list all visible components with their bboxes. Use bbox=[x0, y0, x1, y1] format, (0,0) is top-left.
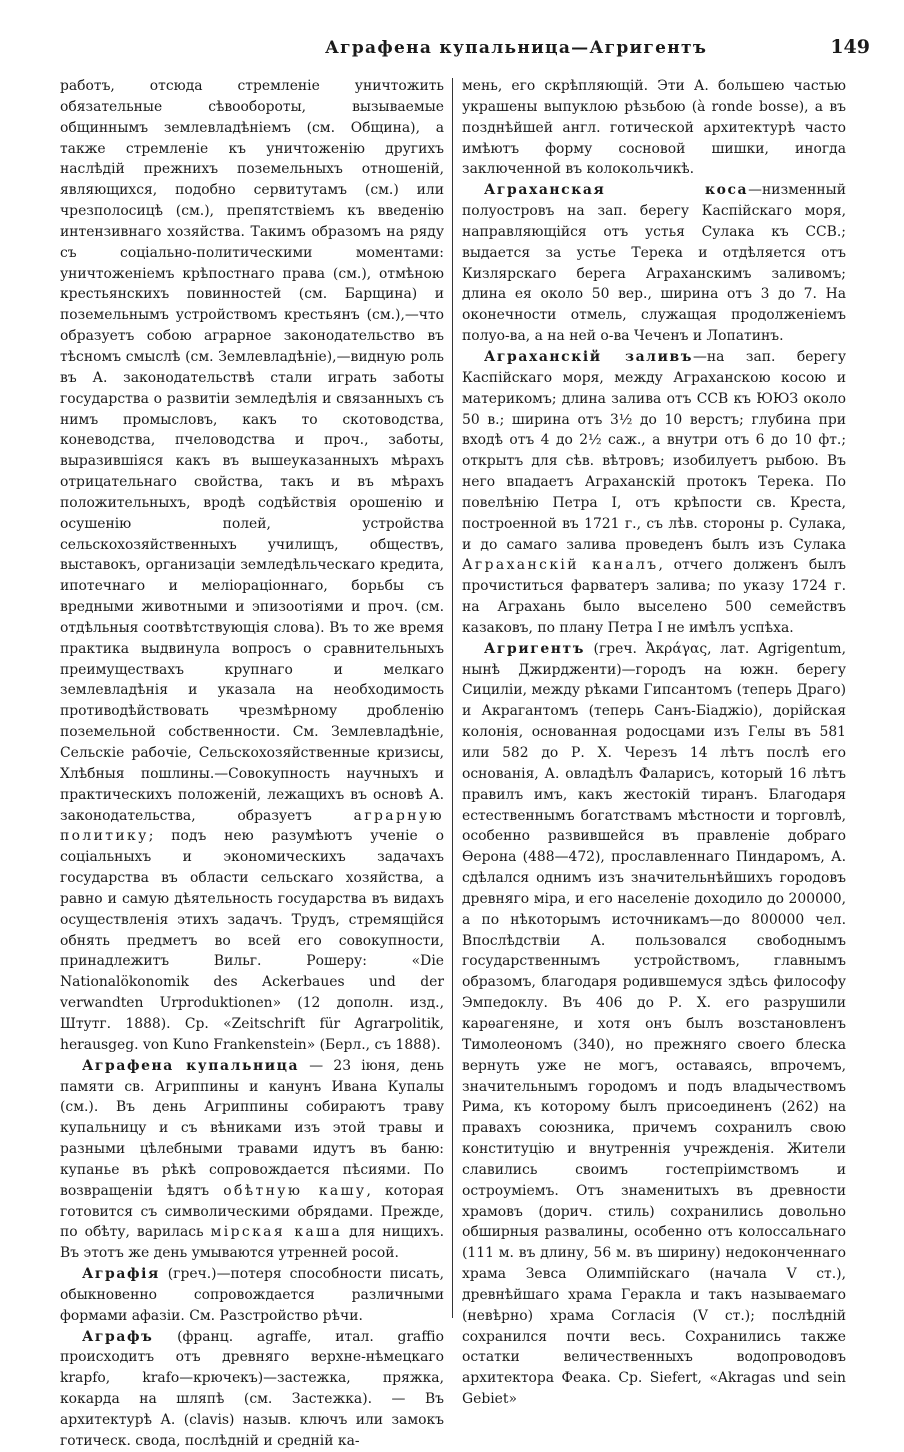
paragraph-text: (греч. Ἀκράγας, лат. Agrigentum, нынѣ Джирдженти)—городъ на южн. берегу Сициліи, между рѣками Гипсантомъ (теперь Драго) и Акрагантомъ (теперь Санъ-Біаджіо), дорійская колонія, основанная родосцами изъ Гелы въ 581 или 582 до Р. Х. Черезъ 14 лѣтъ послѣ его основанія, А. овладѣлъ Фаларисъ, который 16 лѣтъ правилъ имъ, какъ жестокій тиранъ. Благодаря естественнымъ богатствамъ мѣстности и торговлѣ, особенно развившейся въ правленіе добраго Ѳерона (488—472), прославленнаго Пиндаромъ, А. сдѣлался однимъ изъ значительнѣйшихъ городовъ древняго міра, и его населеніе доходило до 200000, а по нѣкоторымъ источникамъ—до 800000 чел. Впослѣдствіи А. пользовался свободнымъ государственнымъ устройствомъ, главнымъ образомъ, благодаря родившемуся здѣсь философу Эмпедоклу. Въ 406 до Р. Х. его разрушили карѳагеняне, и хотя онъ былъ возстановленъ Тимолеономъ (340), но прежняго своего блеска вернуть уже не могъ, оставаясь, впрочемъ, значительнымъ городомъ и подъ владычествомъ Рима, къ которому былъ присоединенъ (262) на правахъ союзника, причемъ сохранилъ свою конституцію и внутреннія учрежденія. Жители славились своимъ гостепріимствомъ и остроуміемъ. Отъ знаменитыхъ въ древности храмовъ (дорич. стиль) сохранились довольно обширныя развалины, особенно отъ колоссальнаго (111 м. въ длину, 56 м. въ ширину) недоконченнаго храма Зевса Олимпійскаго (начала V ст.), древнѣйшаго храма Геракла и такъ называемаго (невѣрно) храма Согласія (V ст.); послѣдній сохранился почти весь. Сохранились также остатки величественныхъ водопроводовъ архитектора Феака. Ср. Siefert, «Akragas und sein Gebiet» bbox=[462, 640, 846, 1408]
paragraph-text: (франц. agraffe, итал. graffio происходитъ отъ древняго верхне-нѣмецкаго krapfo, krafo—крючекъ)—застежка, пряжка, кокарда на шляпѣ (см. Застежка). — Въ архитектурѣ А. (clavis) назыв. ключъ или замокъ готическ. свода, послѣдній и средній ка- bbox=[60, 1328, 444, 1449]
entry-agrafia bbox=[60, 1264, 444, 1327]
page-header bbox=[60, 36, 870, 66]
paragraph-text: мень, его скрѣпляющій. Эти А. большею частью украшены выпуклою рѣзьбою (à ronde bosse), а въ позднѣйшей англ. готической архитектурѣ часто имѣютъ форму сосновой шишки, иногда заключенной въ колокольчикѣ. bbox=[462, 78, 846, 178]
entry-agraf bbox=[60, 1327, 444, 1452]
paragraph-text: —на зап. берегу Каспійскаго моря, между Аграханскою косою и материкомъ; длина залива отъ ССВ къ ЮЮЗ около 50 в.; ширина отъ 3½ до 10 верстъ; глубина при входѣ отъ 4 до 2½ саж., а внутри отъ 6 до 10 фт.; открытъ для сѣв. вѣтровъ; изобилуетъ рыбою. Въ него впадаетъ Аграханскій протокъ Терека. По повелѣнію Петра I, отъ крѣпости св. Креста, построенной въ 1721 г., съ лѣв. стороны р. Сулака, и до самаго залива проведенъ былъ изъ Сулака bbox=[462, 348, 846, 553]
spaced-term: мірская каша bbox=[210, 1224, 343, 1241]
headword: Агригентъ bbox=[484, 640, 586, 657]
headword: Аграфъ bbox=[82, 1328, 154, 1345]
paragraph-text: , отчего долженъ былъ прочиститься фарватеръ залива; по указу 1724 г. на Аграхань было выселено 500 семействъ казаковъ, по плану Петра I не имѣлъ успѣха. bbox=[462, 557, 846, 636]
spaced-term: Аграханскій каналъ bbox=[462, 557, 659, 574]
headword: Аграфія bbox=[82, 1266, 160, 1283]
paragraph-text: , которая готовится съ символическими обрядами. Прежде, по обѣту, варилась bbox=[60, 1182, 445, 1241]
column-divider bbox=[452, 78, 453, 1318]
running-title: Аграфена купальница—Агригентъ bbox=[325, 38, 708, 58]
headword: Аграфена купальница bbox=[82, 1057, 300, 1074]
page-number: 149 bbox=[830, 36, 870, 58]
entry-agrigentum bbox=[462, 639, 846, 1410]
paragraph-text: для нищихъ. Въ этотъ же день умываются утренней росой. bbox=[60, 1224, 444, 1262]
entry-agraf-continued bbox=[462, 76, 846, 180]
entry-agrakhan-spit bbox=[462, 180, 846, 347]
headword: Аграханская коса bbox=[484, 182, 749, 199]
headword: Аграханскій заливъ bbox=[484, 348, 693, 365]
entry-agrafena bbox=[60, 1056, 444, 1264]
left-column bbox=[60, 76, 445, 1449]
paragraph-text: работъ, отсюда стремленіе уничтожить обязательные сѣвообороты, вызываемые общиннымъ землевладѣніемъ (см. Община), а также стремленіе къ уничтоженію другихъ наслѣдій прежнихъ поземельныхъ отношеній, являющихся, подобно сервитутамъ (см.) или чрезполосицѣ (см.), препятствіемъ къ введенію интензивнаго хозяйства. Такимъ образомъ на ряду съ соціально-политическими моментами: уничтоженіемъ крѣпостнаго права (см.), отмѣною крестьянскихъ повинностей (см. Барщина) и поземельнымъ устройствомъ крестьянъ (см.),—что образуетъ собою аграрное законодательство въ тѣсномъ смыслѣ (см. Землевладѣніе),—видную роль въ А. законодательствѣ стали играть заботы государства о развитіи земледѣлія и связанныхъ съ нимъ промысловъ, какъ то скотоводства, коневодства, пчеловодства и проч., заботы, выразившіяся какъ въ вышеуказанныхъ мѣрахъ отрицательнаго свойства, такъ и въ мѣрахъ положительныхъ, вродѣ содѣйствія орошенію и осушенію полей, устройства сельскохозяйственныхъ училищъ, обществъ, выставокъ, организаціи земледѣльческаго кредита, ипотечнаго и меліораціоннаго, борьбы съ вредными животными и эпизоотіями и проч. (см. отдѣльныя соотвѣтствующія слова). Въ то же время практика выдвинула вопросъ о сравнительныхъ преимуществахъ крупнаго и мелкаго землевладѣнія и указала на необходимость противодѣйствовать чрезмѣрному дробленію поземельной собственности. См. Землевладѣніе, Сельскіе рабочіе, Сельскохозяйственные кризисы, Хлѣбныя пошлины.—Совокупность научныхъ и практическихъ положеній, лежащихъ въ основѣ А. законодательства, образуетъ bbox=[60, 78, 444, 824]
paragraph-text: —низменный полуостровъ на зап. берегу Каспійскаго моря, направляющійся отъ устья Сулака къ ССВ.; выдается за устье Терека и отдѣляется отъ Кизлярскаго берега Аграханскимъ заливомъ; длина ея около 50 вер., ширина отъ 3 до 7. На оконечности отмель, служащая продолженіемъ полуо-ва, а на ней о-ва Чеченъ и Лопатинъ. bbox=[462, 182, 846, 345]
paragraph-text: ; подъ нею разумѣютъ ученіе о соціальныхъ и экономическихъ задачахъ государства въ области сельскаго хозяйства, а равно и самую дѣятельность государства въ видахъ осуществленія этихъ задачъ. Трудъ, стремящійся обнять предметъ во всей его совокупности, принадлежитъ Вильг. Рошеру: «Die Nationalökonomik des Ackerbaues und der verwandten Urproduktionen» (12 дополн. изд., Штутг. 1888). Ср. «Zeitschrift für Agrarpolitik, herausgeg. von Kuno Frankenstein» (Берл., съ 1888). bbox=[60, 828, 444, 1053]
spaced-term: обѣтную кашу bbox=[223, 1182, 367, 1199]
spaced-term: аграрную политику bbox=[60, 807, 444, 845]
paragraph-text: — 23 іюня, день памяти св. Агриппины и канунъ Ивана Купалы (см.). Въ день Агриппины собираютъ траву купальницу и съ вѣниками изъ этой травы и разными цѣлебными травами идутъ въ баню: купанье въ рѣкѣ сопровождается пѣсиями. По возвращеніи ѣдятъ bbox=[60, 1057, 444, 1199]
right-column bbox=[462, 76, 846, 1408]
entry-agrakhan-bay bbox=[462, 347, 846, 639]
paragraph-text: (греч.)—потеря способности писать, обыкновенно сопровождается различными формами афазіи. См. Разстройство рѣчи. bbox=[60, 1266, 444, 1324]
entry-agrarian-legislation-continued bbox=[60, 76, 444, 1056]
